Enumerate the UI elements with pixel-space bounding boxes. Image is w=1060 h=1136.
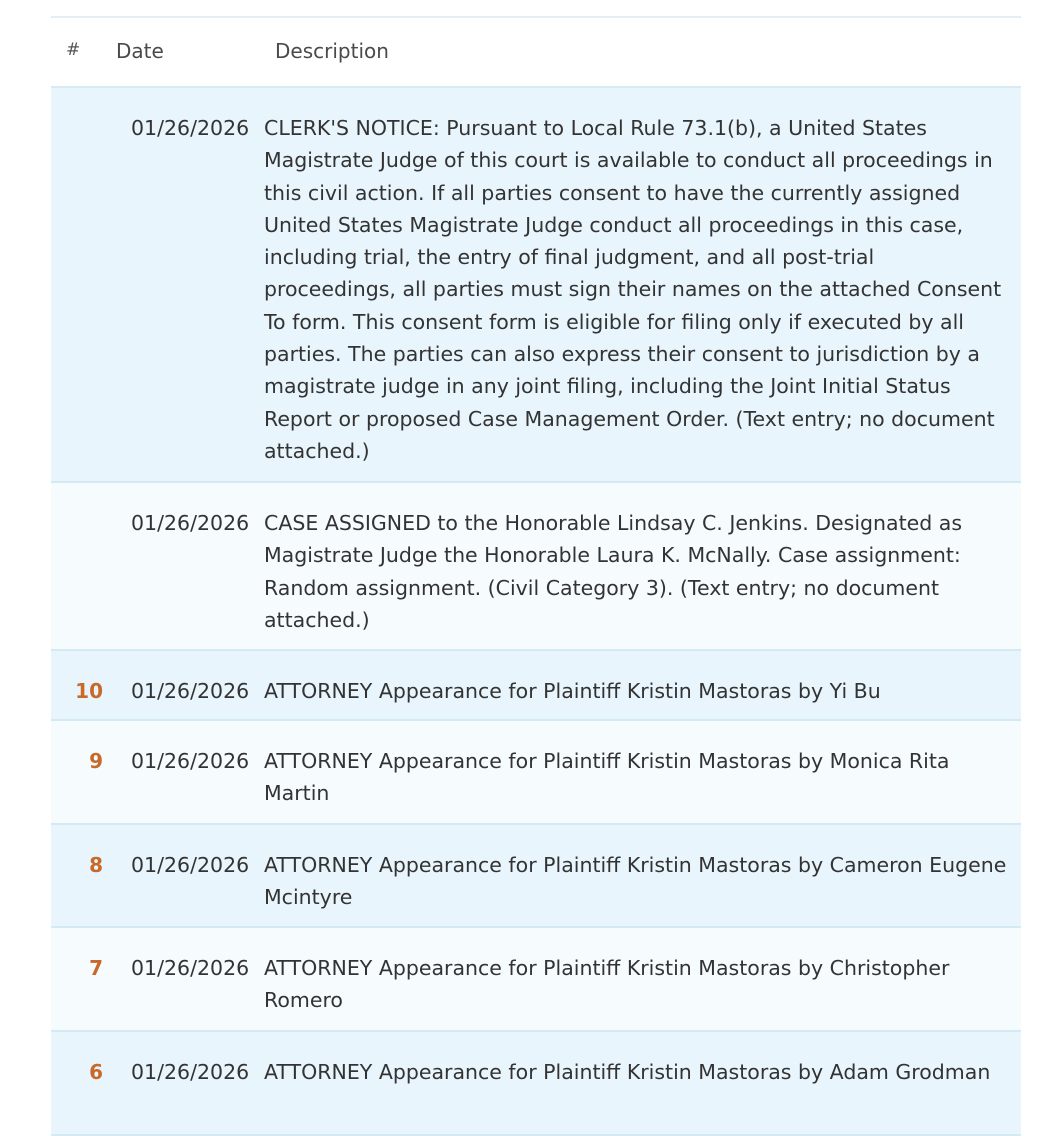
entry-description: ATTORNEY Appearance for Plaintiff Kristin Mastoras by Yi Bu [264, 679, 881, 703]
entry-description: ATTORNEY Appearance for Plaintiff Kristin Mastoras by Monica Rita Martin [264, 749, 950, 806]
entry-date: 01/26/2026 [131, 116, 250, 140]
docket-entry-row [51, 721, 1021, 825]
docket-table [51, 16, 1021, 1136]
entry-number[interactable]: 10 [75, 679, 103, 703]
entry-description: ATTORNEY Appearance for Plaintiff Kristin Mastoras by Cameron Eugene Mcintyre [264, 853, 1007, 910]
entry-number[interactable]: 9 [89, 749, 103, 773]
entry-date: 01/26/2026 [131, 956, 250, 980]
entry-number[interactable]: 7 [89, 956, 103, 980]
docket-entry-row [51, 483, 1021, 651]
entry-description: CLERK'S NOTICE: Pursuant to Local Rule 73.1(b), a United States Magistrate Judge of this court is available to conduct all proceedings in this civil action. If all parties consent to have the currently assigned United States Magistrate Judge conduct all proceedings in this case, including trial, the entry of final judgment, and all post-trial proceedings, all parties must sign their names on the attached Consent To form. This consent form is eligible for filing only if executed by all parties. The parties can also express their consent to jurisdiction by a magistrate judge in any joint filing, including the Joint Initial Status Report or proposed Case Management Order. (Text entry; no document attached.) [264, 116, 1002, 463]
docket-entry-row [51, 651, 1021, 721]
entry-date: 01/26/2026 [131, 511, 250, 535]
entry-date: 01/26/2026 [131, 1060, 250, 1084]
entry-date: 01/26/2026 [131, 853, 250, 877]
entry-date: 01/26/2026 [131, 679, 250, 703]
entry-description: CASE ASSIGNED to the Honorable Lindsay C. Jenkins. Designated as Magistrate Judge the Honorable Laura K. McNally. Case assignment: Random assignment. (Civil Category 3). (Text entry; no document attached.) [264, 511, 963, 632]
docket-table-header [51, 18, 1021, 88]
column-header-description: Description [275, 39, 389, 63]
entry-date: 01/26/2026 [131, 749, 250, 773]
docket-entry-row [51, 825, 1021, 928]
entry-number[interactable]: 8 [89, 853, 103, 877]
column-header-number: # [66, 40, 81, 60]
entry-description: ATTORNEY Appearance for Plaintiff Kristin Mastoras by Adam Grodman [264, 1060, 991, 1084]
entry-number[interactable]: 6 [89, 1060, 103, 1084]
column-header-date: Date [116, 39, 164, 63]
docket-entry-row [51, 88, 1021, 483]
docket-entry-row [51, 928, 1021, 1032]
docket-entry-row [51, 1032, 1021, 1136]
entry-description: ATTORNEY Appearance for Plaintiff Kristin Mastoras by Christopher Romero [264, 956, 950, 1013]
